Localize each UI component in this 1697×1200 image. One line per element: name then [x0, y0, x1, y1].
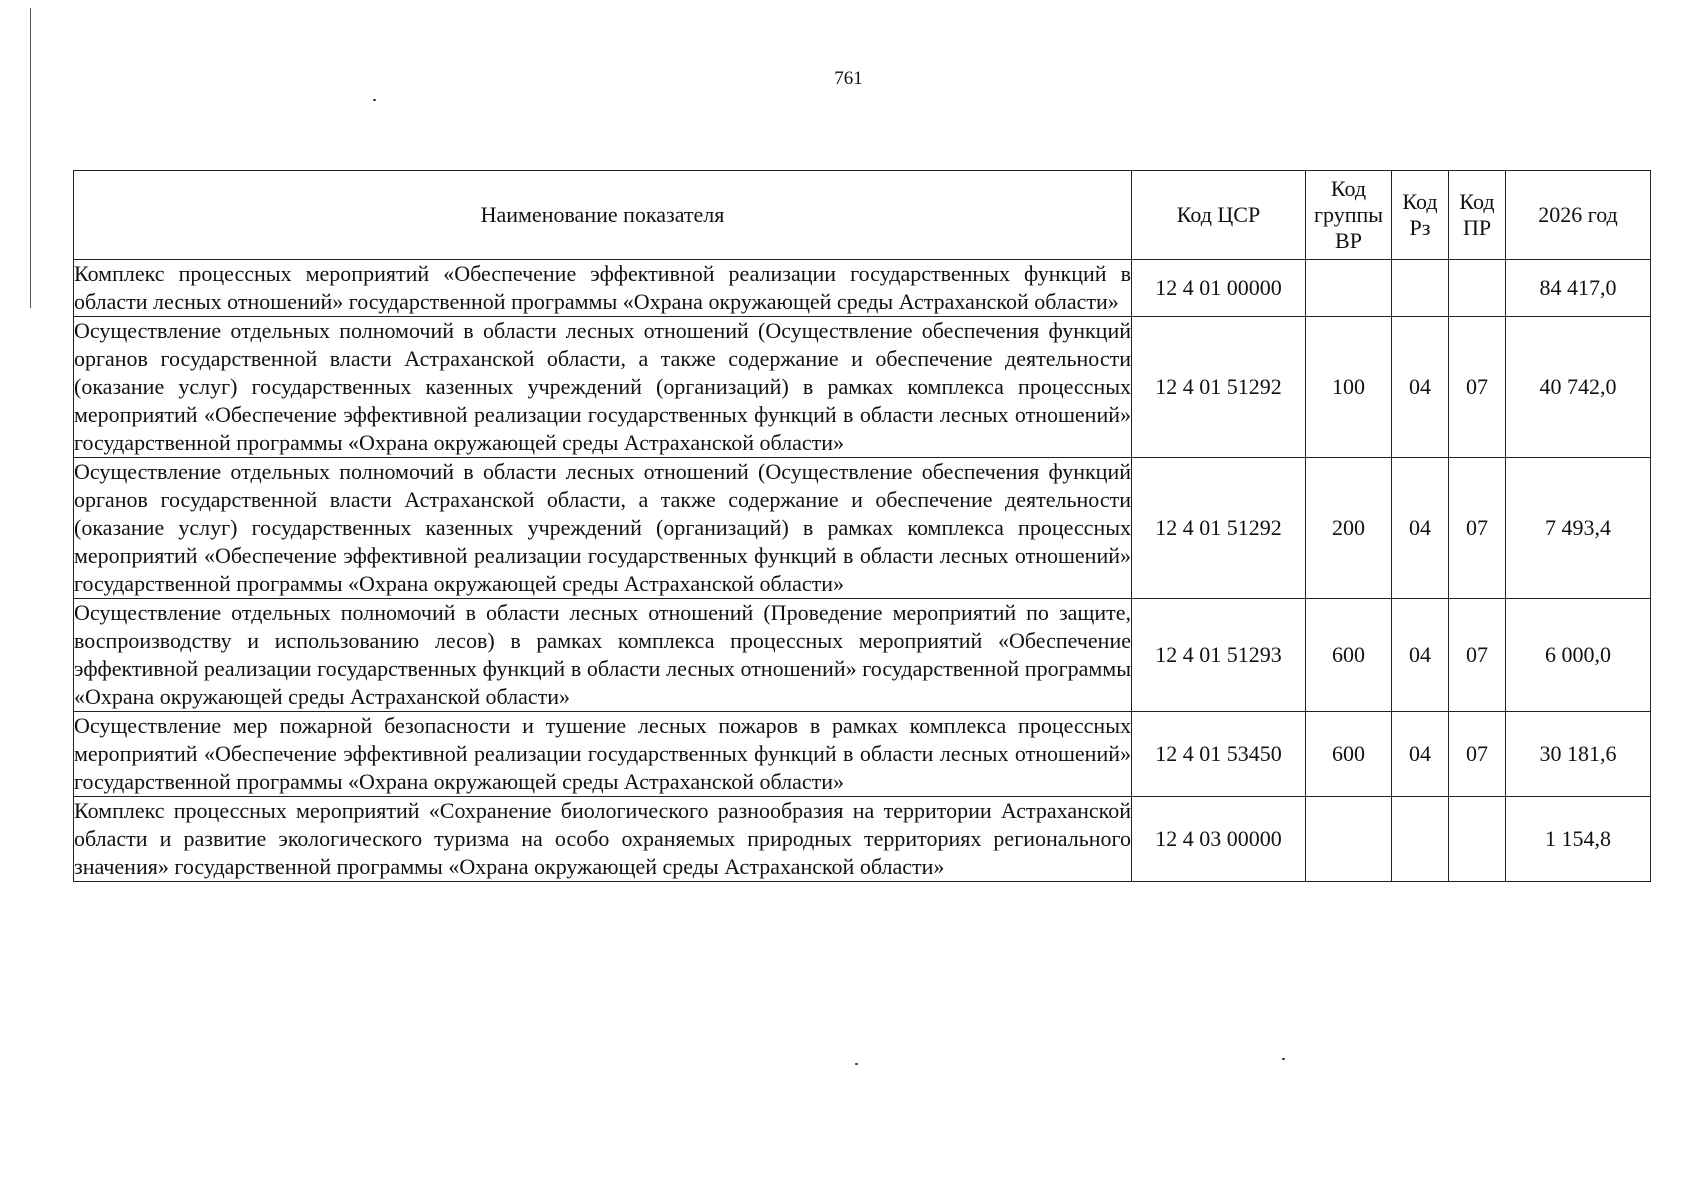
row-vr: 600 [1306, 712, 1392, 797]
row-amount: 1 154,8 [1506, 797, 1651, 882]
header-name: Наименование показателя [74, 171, 1132, 260]
header-pr-line1: Код [1459, 189, 1495, 214]
header-rz [1392, 171, 1449, 260]
row-amount: 84 417,0 [1506, 260, 1651, 317]
header-vr [1306, 171, 1392, 260]
row-csr: 12 4 01 51292 [1132, 317, 1306, 458]
row-pr: 07 [1449, 458, 1506, 599]
scan-edge-line [30, 8, 31, 308]
row-name: Комплекс процессных мероприятий «Сохранение биологического разнообразия на территории Астраханской области и развитие экологического туризма на особо охраняемых природных территориях регионального значения» государственной программы «Охрана окружающей среды Астраханской области» [74, 797, 1132, 882]
header-pr [1449, 171, 1506, 260]
row-name: Осуществление отдельных полномочий в области лесных отношений (Осуществление обеспечения функций органов государственной власти Астраханской области, а также содержание и обеспечение деятельности (оказание услуг) государственных казенных учреждений (организаций) в рамках комплекса процессных мероприятий «Обеспечение эффективной реализации государственных функций в области лесных отношений» государственной программы «Охрана окружающей среды Астраханской области» [74, 458, 1132, 599]
row-rz: 04 [1392, 317, 1449, 458]
table-row [74, 712, 1651, 797]
row-rz: 04 [1392, 599, 1449, 712]
row-vr: 200 [1306, 458, 1392, 599]
row-csr: 12 4 03 00000 [1132, 797, 1306, 882]
header-vr-line1: Код [1330, 176, 1367, 201]
header-vr-line3: ВР [1335, 228, 1362, 253]
scan-speck [1282, 1058, 1285, 1060]
table-row [74, 797, 1651, 882]
row-amount: 7 493,4 [1506, 458, 1651, 599]
budget-table [73, 170, 1651, 882]
table-row [74, 458, 1651, 599]
row-vr [1306, 260, 1392, 317]
page-number: 761 [834, 68, 863, 89]
row-pr [1449, 260, 1506, 317]
row-rz [1392, 797, 1449, 882]
row-amount: 30 181,6 [1506, 712, 1651, 797]
header-pr-line2: ПР [1462, 215, 1492, 240]
table-row [74, 599, 1651, 712]
row-pr: 07 [1449, 712, 1506, 797]
row-csr: 12 4 01 51292 [1132, 458, 1306, 599]
row-csr: 12 4 01 51293 [1132, 599, 1306, 712]
row-amount: 6 000,0 [1506, 599, 1651, 712]
scan-speck [373, 99, 376, 101]
row-vr [1306, 797, 1392, 882]
row-name: Осуществление мер пожарной безопасности и тушение лесных пожаров в рамках комплекса процессных мероприятий «Обеспечение эффективной реализации государственных функций в области лесных отношений» государственной программы «Охрана окружающей среды Астраханской области» [74, 712, 1132, 797]
row-pr: 07 [1449, 599, 1506, 712]
header-csr: Код ЦСР [1132, 171, 1306, 260]
header-year: 2026 год [1506, 171, 1651, 260]
table-row [74, 317, 1651, 458]
header-vr-line2: группы [1313, 202, 1384, 227]
row-rz: 04 [1392, 458, 1449, 599]
row-amount: 40 742,0 [1506, 317, 1651, 458]
header-rz-line2: Рз [1409, 215, 1431, 240]
scan-speck [855, 1063, 858, 1065]
row-name: Осуществление отдельных полномочий в области лесных отношений (Осуществление обеспечения функций органов государственной власти Астраханской области, а также содержание и обеспечение деятельности (оказание услуг) государственных казенных учреждений (организаций) в рамках комплекса процессных мероприятий «Обеспечение эффективной реализации государственных функций в области лесных отношений» государственной программы «Охрана окружающей среды Астраханской области» [74, 317, 1132, 458]
row-csr: 12 4 01 00000 [1132, 260, 1306, 317]
row-name: Осуществление отдельных полномочий в области лесных отношений (Проведение мероприятий по защите, воспроизводству и использованию лесов) в рамках комплекса процессных мероприятий «Обеспечение эффективной реализации государственных функций в области лесных отношений» государственной программы «Охрана окружающей среды Астраханской области» [74, 599, 1132, 712]
header-rz-line1: Код [1402, 189, 1438, 214]
row-rz: 04 [1392, 712, 1449, 797]
table-header-row [74, 171, 1651, 260]
table-row [74, 260, 1651, 317]
row-vr: 100 [1306, 317, 1392, 458]
row-vr: 600 [1306, 599, 1392, 712]
row-rz [1392, 260, 1449, 317]
row-name: Комплекс процессных мероприятий «Обеспечение эффективной реализации государственных функций в области лесных отношений» государственной программы «Охрана окружающей среды Астраханской области» [74, 260, 1132, 317]
row-pr: 07 [1449, 317, 1506, 458]
row-csr: 12 4 01 53450 [1132, 712, 1306, 797]
row-pr [1449, 797, 1506, 882]
